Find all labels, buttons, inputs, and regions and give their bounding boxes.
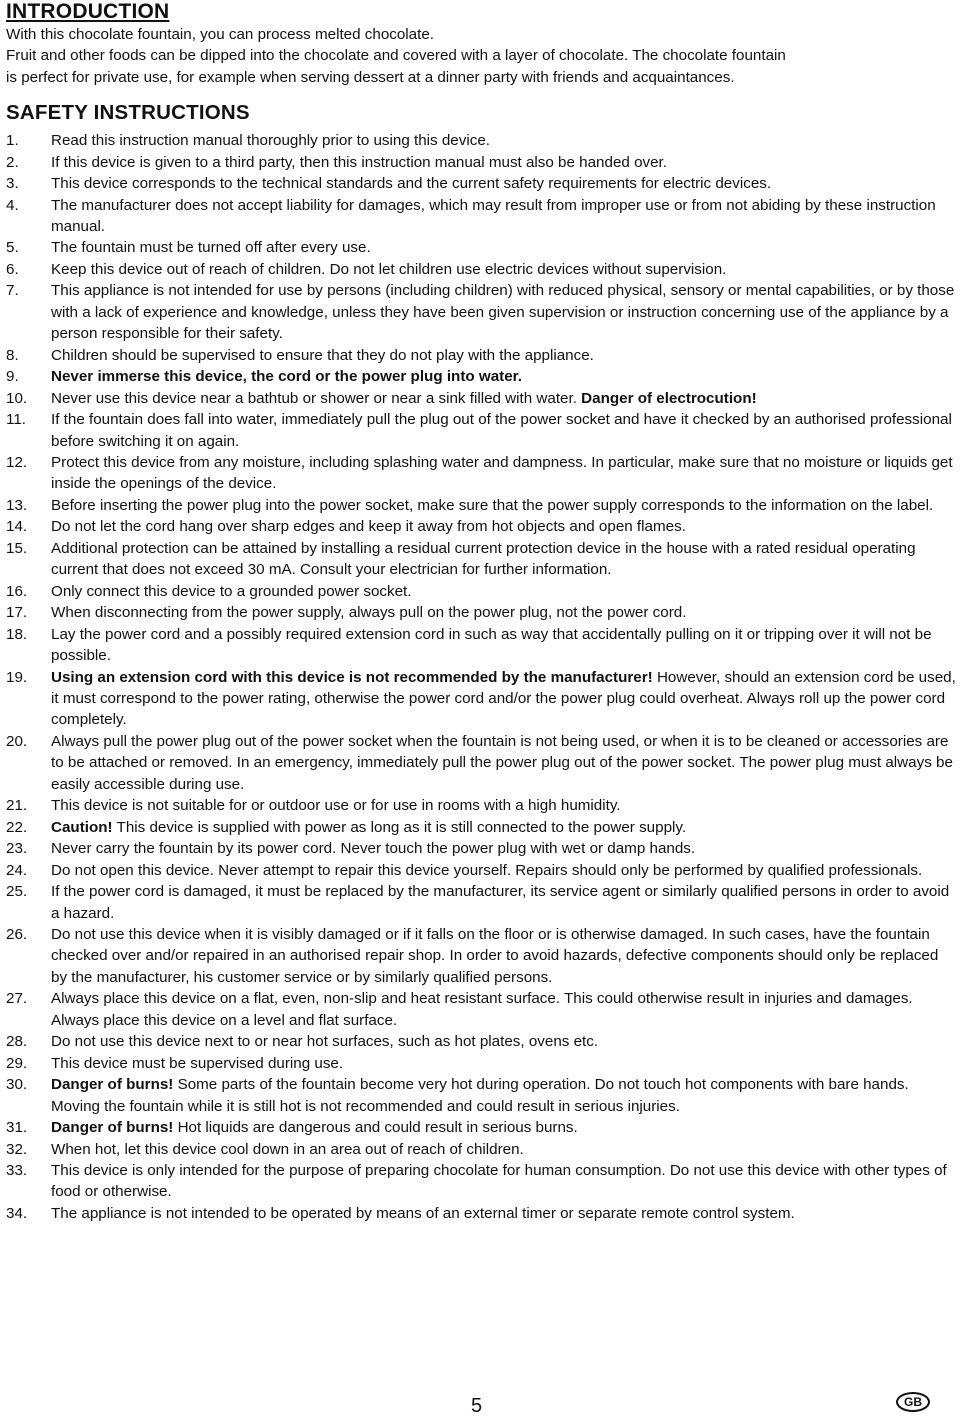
list-item — [6, 173, 956, 194]
item-number: 22. — [6, 818, 28, 836]
list-item — [6, 538, 956, 581]
item-number: 15. — [6, 539, 28, 557]
item-number: 30. — [6, 1076, 28, 1094]
item-text-part: If this device is given to a third party, then this instruction manual must also be handed over. — [51, 153, 667, 171]
list-item — [6, 259, 956, 280]
item-text-part: Lay the power cord and a possibly required extension cord in such as way that accidentally pulling on it or tripping over it will not be possible. — [51, 625, 932, 665]
item-text — [51, 581, 956, 602]
list-item — [6, 280, 956, 344]
list-item — [6, 1074, 956, 1117]
item-text-part: Do not use this device next to or near hot surfaces, such as hot plates, ovens etc. — [51, 1033, 599, 1051]
item-text — [51, 624, 956, 667]
intro-line: With this chocolate fountain, you can process melted chocolate. — [6, 26, 435, 43]
item-number: 19. — [6, 668, 28, 686]
item-number: 11. — [6, 411, 26, 429]
item-text — [51, 1074, 956, 1117]
item-text-part: Before inserting the power plug into the power socket, make sure that the power supply corresponds to the information on the label. — [51, 496, 934, 514]
item-text-part: Never carry the fountain by its power cord. Never touch the power plug with wet or damp hands. — [51, 840, 696, 858]
item-text-part: Do not open this device. Never attempt to repair this device yourself. Repairs should only be performed by qualified professionals. — [51, 861, 923, 879]
intro-line: Fruit and other foods can be dipped into the chocolate and covered with a layer of chocolate. The chocolate fountain — [6, 47, 786, 65]
list-item — [6, 388, 956, 409]
item-text-part: Only connect this device to a grounded power socket. — [51, 582, 412, 600]
list-item — [6, 495, 956, 516]
list-item — [6, 731, 956, 795]
item-number: 27. — [6, 990, 28, 1008]
item-text-part: Always pull the power plug out of the power socket when the fountain is not being used, or when it is to be cleaned or accessories are to be attached or removed. In an emergency, immediately pull the power plug out of the power socket. The power plug must always be easily accessible during use. — [51, 732, 953, 793]
item-text-bold: Caution! — [51, 818, 113, 836]
list-item — [6, 838, 956, 859]
item-text-part: Read this instruction manual thoroughly prior to using this device. — [51, 132, 490, 150]
item-text — [51, 495, 956, 516]
item-text — [51, 259, 956, 280]
item-text-part: If the power cord is damaged, it must be replaced by the manufacturer, its service agent or similarly qualified persons in order to avoid a hazard. — [51, 883, 950, 922]
item-number: 29. — [6, 1054, 28, 1072]
item-number: 4. — [6, 196, 19, 214]
list-item — [6, 795, 956, 816]
list-item — [6, 152, 956, 173]
item-text — [51, 924, 956, 988]
item-text-bold: Using an extension cord with this device is not recommended by the manufacturer! — [51, 668, 653, 686]
item-number: 16. — [6, 582, 28, 600]
list-item — [6, 667, 956, 731]
item-text-part: This device must be supervised during use. — [51, 1054, 344, 1072]
item-text — [51, 516, 956, 537]
list-item — [6, 860, 956, 881]
list-item — [6, 1160, 956, 1203]
item-text — [51, 1031, 956, 1052]
item-text — [51, 130, 956, 151]
item-number: 33. — [6, 1161, 28, 1179]
item-text-part: This device is only intended for the purpose of preparing chocolate for human consumption. Do not use this device with other types of food or otherwise. — [51, 1161, 947, 1201]
safety-instructions-heading: SAFETY INSTRUCTIONS — [6, 101, 250, 125]
item-text — [51, 817, 956, 838]
item-text-part: This device is supplied with power as long as it is still connected to the power supply. — [112, 818, 687, 836]
item-text — [51, 1160, 956, 1203]
item-text — [51, 1117, 956, 1138]
item-text-part: Keep this device out of reach of children. Do not let children use electric devices without supervision. — [51, 260, 727, 278]
item-number: 3. — [6, 175, 19, 193]
item-text-bold: Danger of burns! — [51, 1076, 174, 1094]
item-number: 23. — [6, 840, 28, 858]
introduction-heading: INTRODUCTION — [6, 0, 170, 23]
item-text-part: Never use this device near a bathtub or shower or near a sink filled with water. — [51, 389, 582, 407]
item-text-part: Do not use this device when it is visibly damaged or if it falls on the floor or is otherwise damaged. In such cases, have the fountain checked over and/or repaired in an authorised repair shop. In order to avoid hazards, defective components should only be replaced by the manufacturer, his customer service or by similarly qualified persons. — [51, 925, 939, 986]
item-number: 25. — [6, 883, 28, 901]
list-item — [6, 817, 956, 838]
item-number: 6. — [6, 260, 19, 278]
item-number: 1. — [6, 132, 19, 150]
item-text — [51, 860, 956, 881]
list-item — [6, 1117, 956, 1138]
item-text — [51, 195, 956, 238]
item-text — [51, 1053, 956, 1074]
item-text — [51, 881, 956, 924]
list-item — [6, 1053, 956, 1074]
list-item — [6, 452, 956, 495]
item-number: 2. — [6, 153, 19, 171]
list-item — [6, 130, 956, 151]
item-text-part: However, should an extension cord be used, it must correspond to the power rating, otherwise the power cord and/or the power plug could overheat. Always roll up the power cord completely. — [51, 668, 956, 729]
item-text — [51, 602, 956, 623]
item-text — [51, 280, 956, 344]
item-number: 7. — [6, 282, 19, 300]
page-number: 5 — [471, 1395, 483, 1417]
item-text — [51, 731, 956, 795]
item-number: 17. — [6, 604, 28, 622]
item-text-part: Some parts of the fountain become very hot during operation. Do not touch hot components with bare hands. Moving the fountain while it is still hot is not recommended and could result in serious injuries. — [51, 1076, 909, 1115]
item-text — [51, 667, 956, 731]
item-text-part: The fountain must be turned off after every use. — [51, 239, 371, 257]
item-number: 34. — [6, 1204, 28, 1222]
item-number: 8. — [6, 346, 19, 364]
list-item — [6, 924, 956, 988]
item-text — [51, 366, 956, 387]
list-item — [6, 1203, 956, 1224]
item-text — [51, 173, 956, 194]
item-text-part: This device is not suitable for or outdoor use or for use in rooms with a high humidity. — [51, 797, 621, 815]
item-text-part: The appliance is not intended to be operated by means of an external timer or separate remote control system. — [51, 1204, 795, 1222]
list-item — [6, 237, 956, 258]
introduction-text — [6, 24, 956, 88]
item-text-part: Always place this device on a flat, even, non-slip and heat resistant surface. This could otherwise result in injuries and damages. Always place this device on a level and flat surface. — [51, 990, 913, 1029]
item-text-part: Children should be supervised to ensure that they do not play with the appliance. — [51, 346, 594, 364]
item-number: 24. — [6, 861, 28, 879]
item-number: 9. — [6, 368, 19, 386]
item-text — [51, 452, 956, 495]
item-text — [51, 388, 956, 409]
item-text — [51, 345, 956, 366]
item-number: 10. — [6, 389, 28, 407]
list-item — [6, 602, 956, 623]
list-item — [6, 345, 956, 366]
list-item — [6, 195, 956, 238]
item-text-part: This device corresponds to the technical standards and the current safety requirements for electric devices. — [51, 175, 772, 193]
item-text-part: When hot, let this device cool down in an area out of reach of children. — [51, 1140, 524, 1158]
item-text — [51, 1139, 956, 1160]
item-text — [51, 152, 956, 173]
item-text-part: The manufacturer does not accept liability for damages, which may result from improper use or from not abiding by these instruction manual. — [51, 196, 936, 236]
item-number: 26. — [6, 925, 28, 943]
item-number: 31. — [6, 1119, 28, 1137]
item-text — [51, 838, 956, 859]
item-number: 14. — [6, 518, 28, 536]
item-text-part: When disconnecting from the power supply, always pull on the power plug, not the power cord. — [51, 604, 687, 622]
item-number: 5. — [6, 239, 19, 257]
list-item — [6, 581, 956, 602]
country-code-badge: GB — [896, 1392, 930, 1412]
list-item — [6, 366, 956, 387]
list-item — [6, 988, 956, 1031]
item-text-bold: Danger of burns! — [51, 1119, 174, 1137]
item-number: 21. — [6, 797, 28, 815]
item-text-part: If the fountain does fall into water, immediately pull the plug out of the power socket and have it checked by an authorised professional before switching it on again. — [51, 411, 952, 450]
item-text — [51, 538, 956, 581]
safety-instructions-list — [6, 130, 956, 1224]
item-text — [51, 409, 956, 452]
item-number: 12. — [6, 454, 28, 472]
item-number: 13. — [6, 496, 28, 514]
item-text-part: Hot liquids are dangerous and could result in serious burns. — [173, 1119, 578, 1137]
manual-page — [6, 0, 956, 1224]
list-item — [6, 881, 956, 924]
item-text — [51, 1203, 956, 1224]
intro-line: is perfect for private use, for example when serving dessert at a dinner party with friends and acquaintances. — [6, 68, 735, 86]
item-number: 32. — [6, 1140, 28, 1158]
list-item — [6, 624, 956, 667]
item-number: 18. — [6, 625, 28, 643]
item-text — [51, 988, 956, 1031]
item-text-part: Protect this device from any moisture, including splashing water and dampness. In particular, make sure that no moisture or liquids get inside the openings of the device. — [51, 454, 953, 493]
item-text-part: This appliance is not intended for use by persons (including children) with reduced physical, sensory or mental capabilities, or by those with a lack of experience and knowledge, unless they have been given supervision or instruction concerning use of the appliance by a person responsible for their safety. — [51, 282, 955, 343]
item-text — [51, 795, 956, 816]
item-text — [51, 237, 956, 258]
list-item — [6, 1139, 956, 1160]
item-text-bold: Never immerse this device, the cord or the power plug into water. — [51, 368, 522, 386]
item-number: 20. — [6, 732, 28, 750]
list-item — [6, 409, 956, 452]
item-number: 28. — [6, 1033, 28, 1051]
list-item — [6, 516, 956, 537]
item-text-part: Do not let the cord hang over sharp edges and keep it away from hot objects and open flames. — [51, 518, 686, 536]
item-text-bold: Danger of electrocution! — [581, 389, 757, 407]
item-text-part: Additional protection can be attained by installing a residual current protection device in the house with a rated residual operating current that does not exceed 30 mA. Consult your electrician for further information. — [51, 539, 916, 579]
list-item — [6, 1031, 956, 1052]
